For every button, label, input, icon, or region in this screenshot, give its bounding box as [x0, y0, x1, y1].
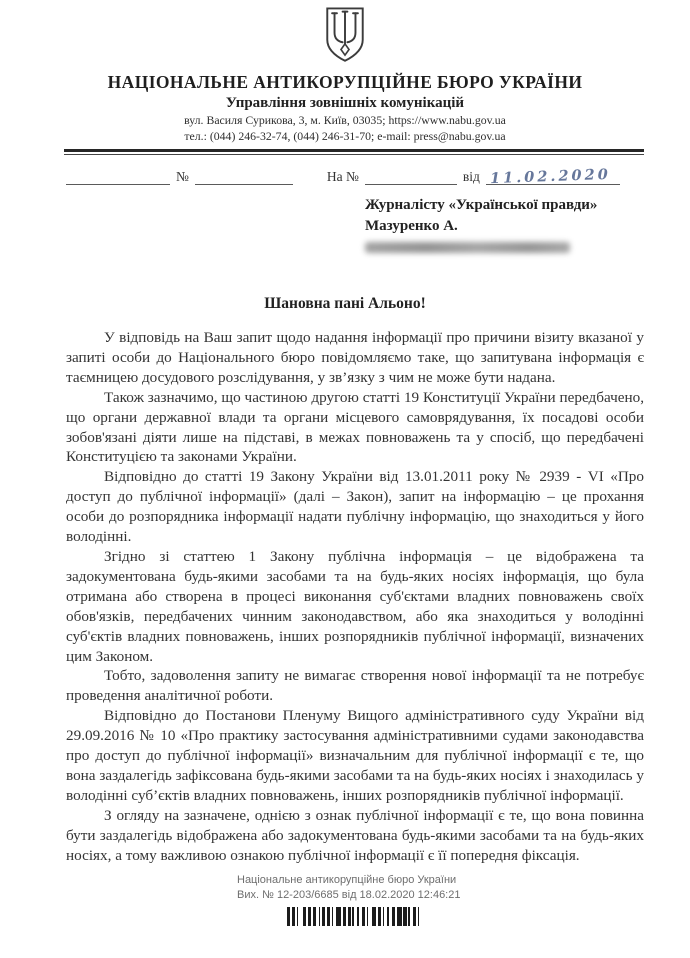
barcode: [287, 907, 690, 926]
number-label: №: [176, 169, 189, 184]
letterhead-divider: [64, 149, 644, 155]
ukraine-coat-of-arms-icon: [320, 6, 370, 69]
outgoing-number-blank: [195, 169, 293, 185]
footer-ref-line: Вих. № 12-203/6685 від 18.02.2020 12:46:21: [237, 888, 461, 901]
date-label: від: [462, 169, 480, 184]
footer-stamp: [237, 873, 690, 902]
body-paragraph: Відповідно до Постанови Пленуму Вищого адміністративного суду України від 29.09.2016 № 10 «Про практику застосування адміністративними судами законодавства про доступ до публічної інформації» визначальним для публічної інформації є те, що вона заздалегідь зафіксована будь-якими засобами та на будь-яких носіях і знаходилась у володінні суб’єктів владних повноважень, інших розпорядників публічної інформації.: [66, 707, 644, 804]
address-line: вул. Василя Сурикова, 3, м. Київ, 03035; https://www.nabu.gov.ua: [184, 113, 506, 127]
body-paragraph: Тобто, задоволення запиту не вимагає створення нової інформації та не потребує проведення аналітичної роботи.: [66, 667, 644, 705]
body-paragraph: У відповідь на Ваш запит щодо надання інформації про причини візиту вказаної у запиті особи до Національного бюро повідомляємо таке, що запитувана інформація є таємницею досудового розслідування, у зв’язку з чим не може бути надана.: [66, 329, 644, 386]
letter-body: [66, 328, 644, 865]
contacts-line: тел.: (044) 246-32-74, (044) 246-31-70; e-mail: press@nabu.gov.ua: [184, 129, 506, 143]
outgoing-date-blank: [66, 169, 170, 185]
reply-number-blank: [365, 169, 457, 185]
redacted-email: [365, 242, 570, 253]
department-name: Управління зовнішніх комунікацій: [225, 95, 465, 111]
handwritten-date: 11.02.2020: [489, 165, 611, 188]
reference-row: [66, 165, 644, 188]
body-paragraph: Відповідно до статті 19 Закону України від 13.01.2011 року № 2939 - VI «Про доступ до публічної інформації» (далі – Закон), запит на інформацію – це прохання особи до розпорядника інформації надати публічну інформацію, що знаходиться у його володінні.: [66, 468, 644, 546]
recipient-line: Мазуренко А.: [365, 218, 458, 234]
letterhead: [0, 0, 690, 144]
body-paragraph: Також зазначимо, що частиною другою статті 19 Конституції України передбачено, що органи державної влади та органи місцевого самоврядування, їх посадові особи зобов'язані діяти лише на підставі, в межах повноважень та у спосіб, що передбачені Конституцією та законами України.: [66, 388, 644, 466]
recipient-line: Журналісту «Української правди»: [365, 197, 598, 213]
salutation: Шановна пані Альоно!: [264, 295, 426, 312]
reply-date-blank: [486, 165, 620, 188]
footer-org-line: Національне антикорупційне бюро України: [237, 874, 457, 887]
reply-number-label: На №: [326, 169, 359, 184]
org-name: НАЦІОНАЛЬНЕ АНТИКОРУПЦІЙНЕ БЮРО УКРАЇНИ: [107, 72, 583, 92]
body-paragraph: Згідно зі статтею 1 Закону публічна інформація – це відображена та задокументована будь-якими засобами та на будь-яких носіях інформація, що була отримана або створена в процесі виконання суб'єктами владних повноважень своїх обов'язків, передбачених чинним законодавством, або яка знаходиться у володінні суб'єктів владних повноважень, інших розпорядників публічної інформації, визначених цим Законом.: [66, 547, 644, 665]
recipient-block: [365, 195, 644, 253]
body-paragraph: З огляду на зазначене, однією з ознак публічної інформації є те, що вона повинна бути заздалегідь відображена або задокументована будь-якими засобами та на будь-яких носіях, а тому важливою ознакою публічної інформації є її попередня фіксація.: [66, 806, 644, 864]
